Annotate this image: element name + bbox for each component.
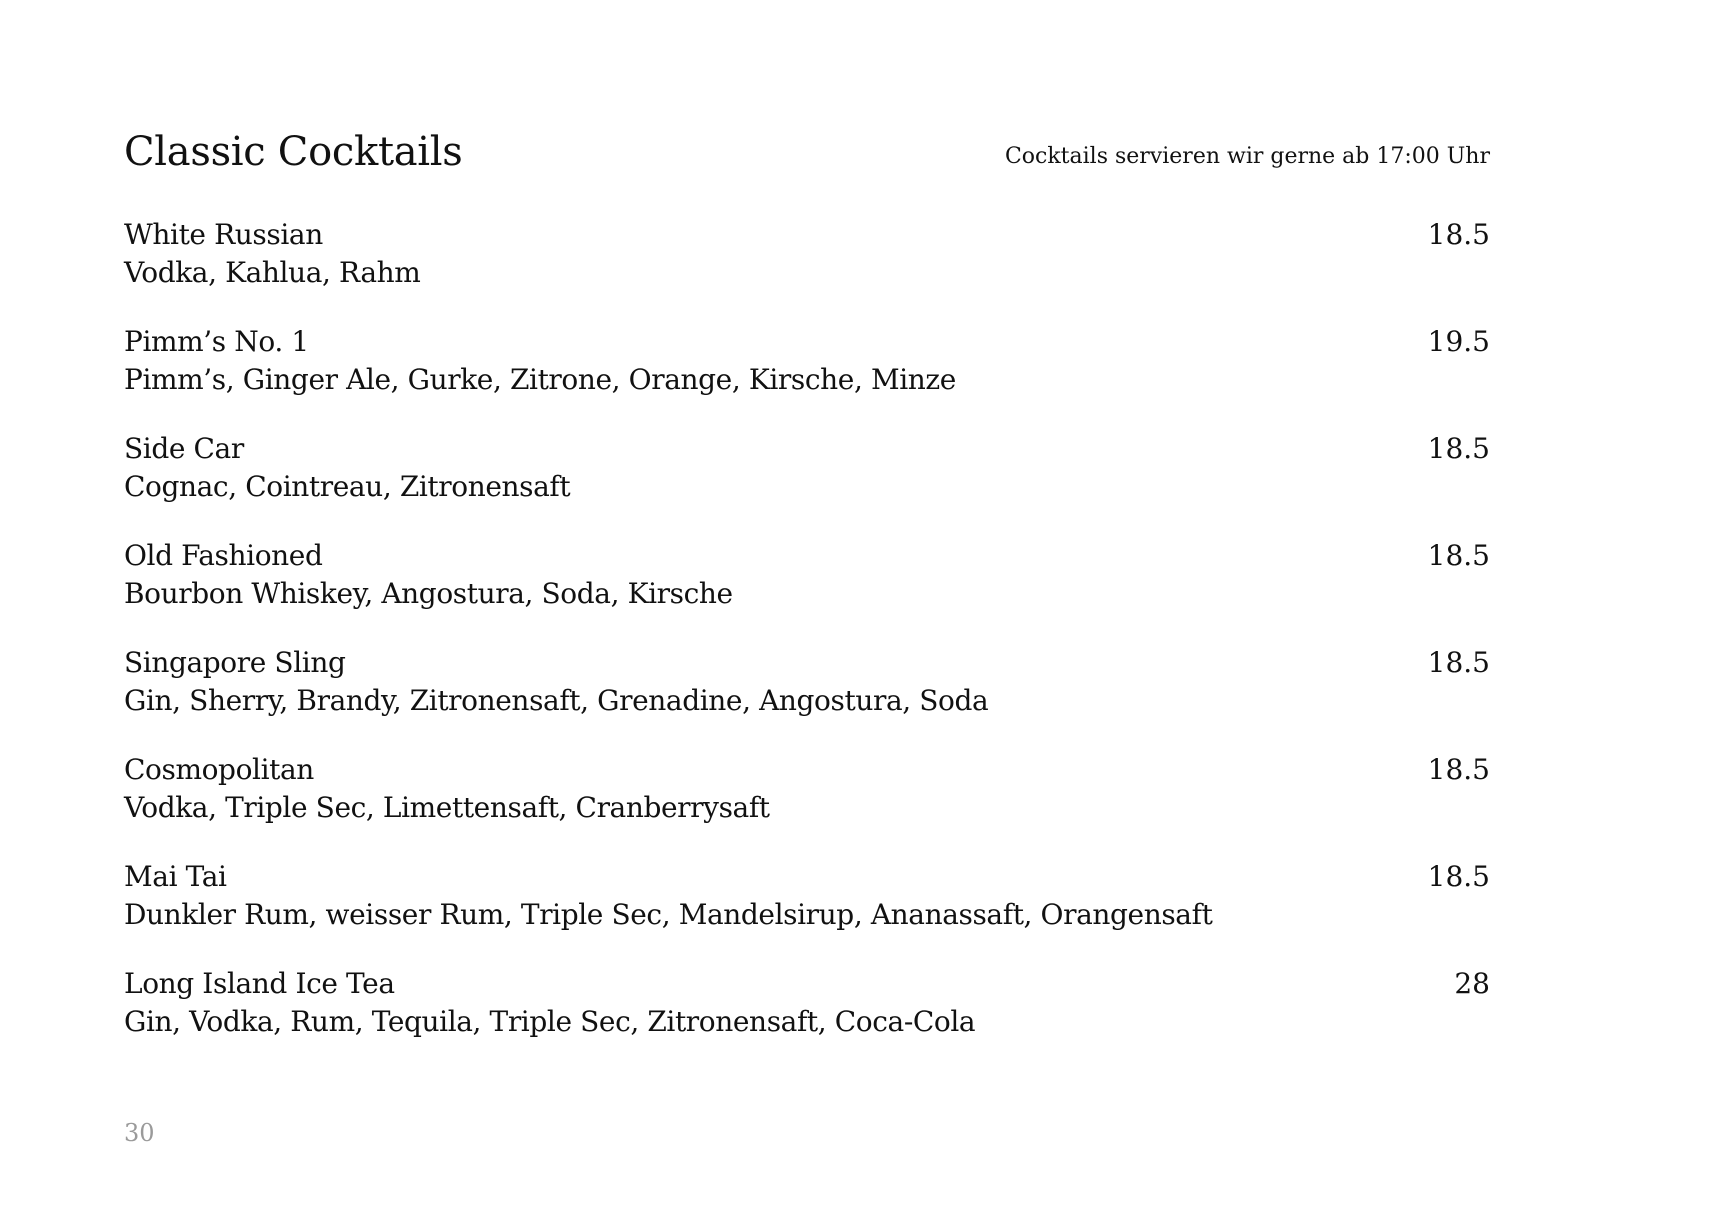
cocktail-list <box>124 216 1490 1072</box>
item-price: 18.5 <box>1427 753 1490 786</box>
item-name: Cosmopolitan <box>124 753 314 786</box>
item-price: 19.5 <box>1427 325 1490 358</box>
item-name: Long Island Ice Tea <box>124 967 395 1000</box>
menu-item <box>124 323 1490 430</box>
item-price: 18.5 <box>1427 218 1490 251</box>
item-name: Pimm’s No. 1 <box>124 325 309 358</box>
menu-item <box>124 858 1490 965</box>
item-price: 18.5 <box>1427 432 1490 465</box>
item-description: Gin, Vodka, Rum, Tequila, Triple Sec, Zitronensaft, Coca-Cola <box>124 1005 976 1038</box>
item-name: Singapore Sling <box>124 646 346 679</box>
page-title: Classic Cocktails <box>124 129 463 175</box>
item-name: Side Car <box>124 432 244 465</box>
menu-item <box>124 430 1490 537</box>
item-description: Vodka, Kahlua, Rahm <box>124 256 421 289</box>
item-description: Gin, Sherry, Brandy, Zitronensaft, Grenadine, Angostura, Soda <box>124 684 989 717</box>
item-description: Dunkler Rum, weisser Rum, Triple Sec, Mandelsirup, Ananassaft, Orangensaft <box>124 898 1213 931</box>
menu-item <box>124 644 1490 751</box>
item-description: Pimm’s, Ginger Ale, Gurke, Zitrone, Orange, Kirsche, Minze <box>124 363 956 396</box>
page-number: 30 <box>124 1119 155 1147</box>
item-price: 18.5 <box>1427 646 1490 679</box>
menu-header <box>124 118 1490 188</box>
menu-item <box>124 751 1490 858</box>
menu-item <box>124 216 1490 323</box>
item-name: White Russian <box>124 218 323 251</box>
item-description: Vodka, Triple Sec, Limettensaft, Cranberrysaft <box>124 791 770 824</box>
menu-item <box>124 537 1490 644</box>
menu-page <box>124 118 1490 1038</box>
item-description: Bourbon Whiskey, Angostura, Soda, Kirsche <box>124 577 733 610</box>
item-name: Mai Tai <box>124 860 227 893</box>
item-price: 28 <box>1454 967 1490 1000</box>
serving-time-note: Cocktails servieren wir gerne ab 17:00 Uhr <box>1004 144 1490 169</box>
item-name: Old Fashioned <box>124 539 323 572</box>
item-price: 18.5 <box>1427 539 1490 572</box>
item-description: Cognac, Cointreau, Zitronensaft <box>124 470 571 503</box>
item-price: 18.5 <box>1427 860 1490 893</box>
menu-item <box>124 965 1490 1072</box>
